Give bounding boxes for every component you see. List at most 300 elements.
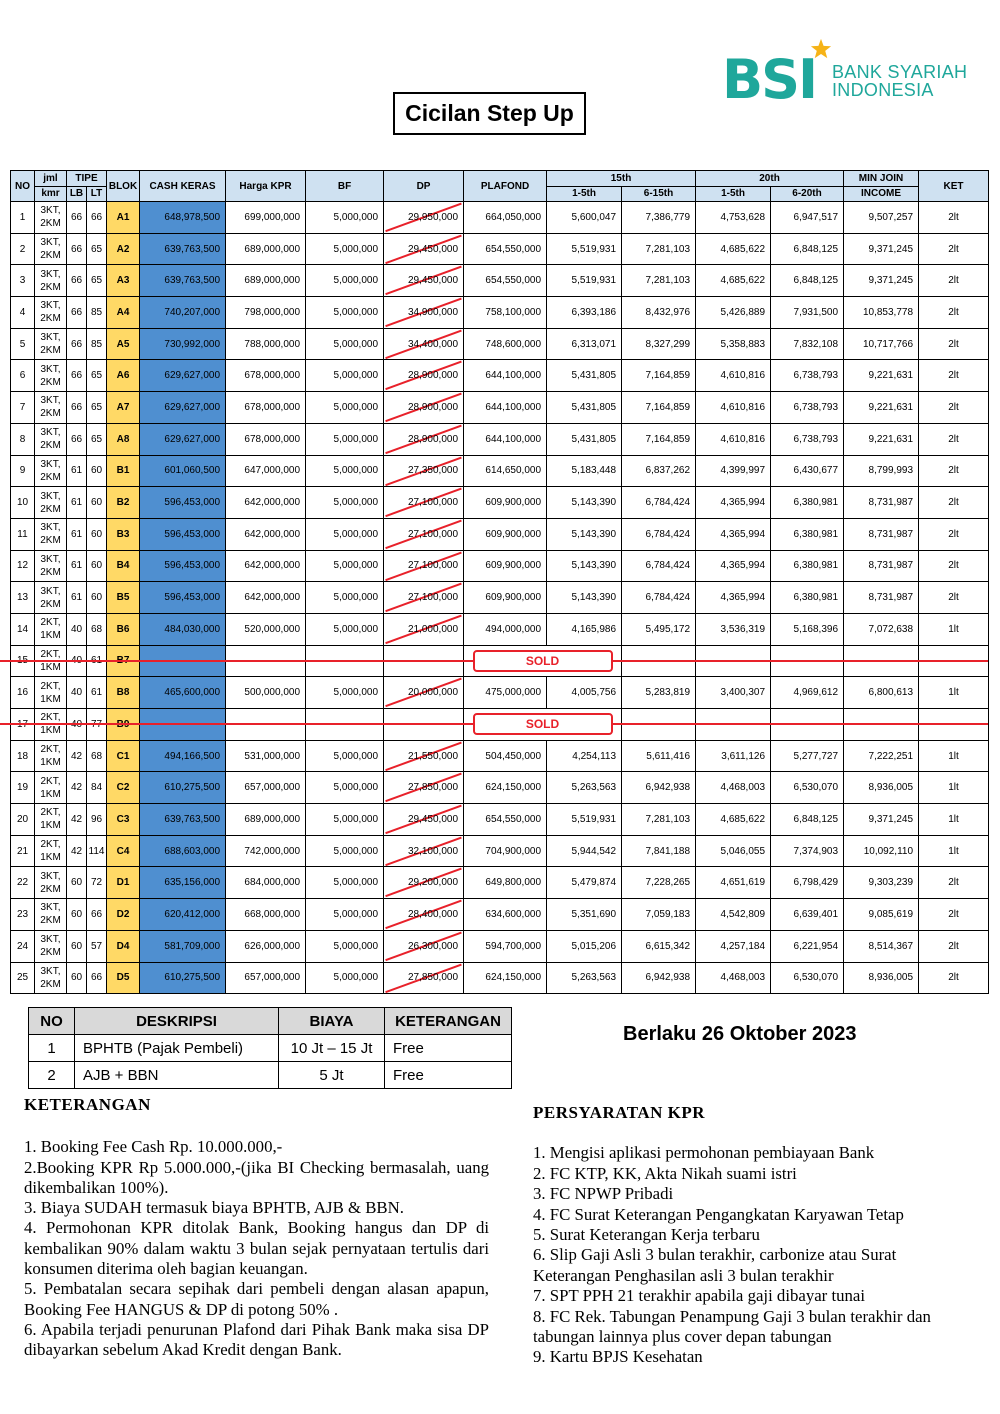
row-15-1-5: 6,313,071	[547, 328, 622, 360]
cost-no: 1	[29, 1035, 75, 1062]
row-no: 24	[11, 930, 35, 962]
table-row	[11, 930, 989, 962]
row-ket: 2lt	[919, 202, 989, 234]
row-kmr	[35, 930, 67, 962]
row-no: 1	[11, 202, 35, 234]
row-20-6-20: 6,380,981	[771, 518, 844, 550]
row-kmr-line: 2KM	[40, 566, 61, 578]
row-bf: 5,000,000	[306, 550, 384, 582]
row-20-1-5: 3,536,319	[696, 613, 771, 645]
row-lb: 61	[67, 550, 87, 582]
row-kmr-line: 2KM	[40, 503, 61, 515]
row-lt: 65	[87, 360, 107, 392]
row-income: 6,800,613	[844, 677, 919, 709]
row-20-6-20: 6,848,125	[771, 804, 844, 836]
row-kmr-line: 3KT,	[40, 363, 61, 375]
row-no: 8	[11, 423, 35, 455]
row-15-6-15: 6,784,424	[622, 518, 696, 550]
row-20-6-20: 6,380,981	[771, 550, 844, 582]
row-20-6-20: 5,277,727	[771, 740, 844, 772]
row-20-1-5: 4,399,997	[696, 455, 771, 487]
col-no: NO	[11, 171, 35, 202]
row-bf: 5,000,000	[306, 962, 384, 994]
row-dp-value: 34,400,000	[407, 338, 459, 350]
row-blok: A8	[107, 423, 140, 455]
cost-deskripsi: AJB + BBN	[75, 1062, 279, 1089]
row-plafond: 649,800,000	[464, 867, 547, 899]
row-kmr	[35, 962, 67, 994]
row-kmr-line: 3KT,	[40, 522, 61, 534]
row-bf: 5,000,000	[306, 867, 384, 899]
row-kmr-line: 2KM	[40, 535, 61, 547]
row-cash: 730,992,000	[140, 328, 226, 360]
row-20-6-20: 6,738,793	[771, 360, 844, 392]
row-dp-value: 28,900,000	[407, 433, 459, 445]
row-income: 10,853,778	[844, 297, 919, 329]
row-20-6-20: 7,931,500	[771, 297, 844, 329]
cost-col-deskripsi: DESKRIPSI	[75, 1008, 279, 1035]
valid-date: Berlaku 26 Oktober 2023	[623, 1023, 857, 1045]
row-dp-value: 28,900,000	[407, 401, 459, 413]
row-kmr-line: 3KT,	[40, 870, 61, 882]
row-lt: 66	[87, 899, 107, 931]
row-blok: C1	[107, 740, 140, 772]
row-kmr-line: 1KM	[40, 693, 61, 705]
row-lt: 85	[87, 328, 107, 360]
row-20-6-20: 6,221,954	[771, 930, 844, 962]
row-blok: B3	[107, 518, 140, 550]
row-income: 9,221,631	[844, 360, 919, 392]
row-kmr	[35, 677, 67, 709]
row-dp-value: 29,200,000	[407, 877, 459, 889]
row-plafond: 644,100,000	[464, 392, 547, 424]
keterangan-section	[24, 1095, 489, 1361]
row-15-1-5: 5,143,390	[547, 550, 622, 582]
row-kmr-line: 2KM	[40, 947, 61, 959]
persyaratan-item: 5. Surat Keterangan Kerja terbaru	[533, 1225, 760, 1245]
row-kmr-line: 3KT,	[40, 965, 61, 977]
row-lb: 66	[67, 392, 87, 424]
row-15-1-5: 5,944,542	[547, 835, 622, 867]
sold-badge: SOLD	[473, 650, 613, 672]
row-dp	[384, 265, 464, 297]
row-plafond: 644,100,000	[464, 423, 547, 455]
col-20th: 20th	[696, 171, 844, 187]
row-kmr-line: 3KT,	[40, 237, 61, 249]
row-15-1-5: 6,393,186	[547, 297, 622, 329]
row-15-6-15: 6,784,424	[622, 550, 696, 582]
row-dp	[384, 613, 464, 645]
col-tipe: TIPE	[67, 171, 107, 187]
row-dp	[384, 962, 464, 994]
col-20th-1-5: 1-5th	[696, 186, 771, 202]
cost-no: 2	[29, 1062, 75, 1089]
row-15-6-15: 7,059,183	[622, 899, 696, 931]
row-kmr-line: 3KT,	[40, 490, 61, 502]
bsi-logo	[722, 38, 982, 113]
row-kmr-line: 3KT,	[40, 902, 61, 914]
row-lb: 40	[67, 677, 87, 709]
cost-deskripsi: BPHTB (Pajak Pembeli)	[75, 1035, 279, 1062]
row-blok: D2	[107, 899, 140, 931]
table-row	[11, 613, 989, 645]
row-15-1-5: 5,263,563	[547, 962, 622, 994]
row-income: 8,514,367	[844, 930, 919, 962]
row-kmr-line: 3KT,	[40, 332, 61, 344]
table-row	[11, 867, 989, 899]
row-income: 8,731,987	[844, 550, 919, 582]
row-20-1-5: 4,651,619	[696, 867, 771, 899]
row-kmr-line: 2KM	[40, 376, 61, 388]
row-plafond: 664,050,000	[464, 202, 547, 234]
row-kpr: 689,000,000	[226, 233, 306, 265]
col-minjoin: MIN JOIN	[844, 171, 919, 187]
row-no: 6	[11, 360, 35, 392]
row-20-1-5: 4,542,809	[696, 899, 771, 931]
row-15-6-15: 7,841,188	[622, 835, 696, 867]
row-blok: C2	[107, 772, 140, 804]
row-dp-value: 27,850,000	[407, 782, 459, 794]
logo-mark: BSI	[722, 48, 817, 111]
col-kmr: kmr	[35, 186, 67, 202]
row-lt: 65	[87, 423, 107, 455]
row-plafond: 758,100,000	[464, 297, 547, 329]
row-dp-value: 29,950,000	[407, 211, 459, 223]
keterangan-item: 5. Pembatalan secara sepihak dari pembeli dengan alasan apapun, Booking Fee HANGUS & DP di potong 50% .	[24, 1279, 489, 1319]
col-15th-6-15: 6-15th	[622, 186, 696, 202]
row-income: 9,085,619	[844, 899, 919, 931]
keterangan-item: 4. Permohonan KPR ditolak Bank, Booking hangus dan DP di kembalikan 90% dalam waktu 3 bulan sejak pernyataan tertulis dari konsumen diterima oleh bagian keuangan.	[24, 1218, 489, 1279]
row-lb: 42	[67, 804, 87, 836]
row-no: 9	[11, 455, 35, 487]
row-kmr	[35, 392, 67, 424]
row-15-1-5: 5,015,206	[547, 930, 622, 962]
row-bf: 5,000,000	[306, 518, 384, 550]
row-kmr-line: 2KM	[40, 250, 61, 262]
row-ket: 2lt	[919, 360, 989, 392]
row-kmr-line: 2KM	[40, 471, 61, 483]
row-dp-value: 21,000,000	[407, 623, 459, 635]
row-dp	[384, 772, 464, 804]
row-plafond: 624,150,000	[464, 962, 547, 994]
row-kmr-line: 1KM	[40, 757, 61, 769]
row-bf: 5,000,000	[306, 740, 384, 772]
row-kmr	[35, 297, 67, 329]
row-20-1-5: 4,365,994	[696, 487, 771, 519]
row-15-1-5: 5,479,874	[547, 867, 622, 899]
col-bf: BF	[306, 171, 384, 202]
row-dp-value: 27,350,000	[407, 465, 459, 477]
row-lb: 61	[67, 455, 87, 487]
row-ket: 2lt	[919, 265, 989, 297]
row-lb: 61	[67, 518, 87, 550]
row-blok: A3	[107, 265, 140, 297]
row-ket: 2lt	[919, 962, 989, 994]
row-kmr-line: 2KM	[40, 598, 61, 610]
row-kpr: 520,000,000	[226, 613, 306, 645]
row-ket: 1lt	[919, 677, 989, 709]
row-20-6-20: 6,530,070	[771, 772, 844, 804]
row-kmr-line: 2KM	[40, 408, 61, 420]
row-cash: 635,156,000	[140, 867, 226, 899]
row-cash: 596,453,000	[140, 582, 226, 614]
row-kpr: 531,000,000	[226, 740, 306, 772]
row-20-1-5: 5,358,883	[696, 328, 771, 360]
row-kmr-line: 3KT,	[40, 300, 61, 312]
row-ket: 1lt	[919, 740, 989, 772]
row-bf: 5,000,000	[306, 423, 384, 455]
row-bf: 5,000,000	[306, 202, 384, 234]
row-20-1-5: 4,610,816	[696, 423, 771, 455]
row-kmr-line: 2KM	[40, 978, 61, 990]
row-lb: 40	[67, 613, 87, 645]
row-lt: 65	[87, 265, 107, 297]
row-20-1-5: 4,685,622	[696, 804, 771, 836]
row-15-6-15: 7,164,859	[622, 360, 696, 392]
row-plafond: 644,100,000	[464, 360, 547, 392]
row-20-6-20: 6,380,981	[771, 582, 844, 614]
row-kmr-line: 1KM	[40, 725, 61, 737]
table-row	[11, 455, 989, 487]
row-kmr	[35, 455, 67, 487]
row-ket: 2lt	[919, 930, 989, 962]
table-row	[11, 835, 989, 867]
table-row	[11, 962, 989, 994]
row-dp-value: 27,100,000	[407, 560, 459, 572]
row-lt: 66	[87, 202, 107, 234]
row-lt: 60	[87, 550, 107, 582]
row-sold-cell	[464, 709, 622, 741]
row-kmr-line: 1KM	[40, 852, 61, 864]
row-kmr	[35, 613, 67, 645]
row-blok: D1	[107, 867, 140, 899]
row-bf: 5,000,000	[306, 835, 384, 867]
row-bf: 5,000,000	[306, 487, 384, 519]
row-kmr-line: 3KT,	[40, 427, 61, 439]
row-lt: 114	[87, 835, 107, 867]
row-cash: 629,627,000	[140, 360, 226, 392]
row-20-6-20: 6,738,793	[771, 392, 844, 424]
row-bf: 5,000,000	[306, 328, 384, 360]
row-lb: 42	[67, 740, 87, 772]
row-dp	[384, 740, 464, 772]
row-blok: A1	[107, 202, 140, 234]
row-blok: A5	[107, 328, 140, 360]
row-kmr-line: 2KT,	[40, 807, 61, 819]
cost-row	[29, 1035, 512, 1062]
row-15-6-15: 6,942,938	[622, 772, 696, 804]
row-kmr	[35, 233, 67, 265]
row-kmr	[35, 582, 67, 614]
row-15-6-15: 7,164,859	[622, 392, 696, 424]
row-20-1-5: 4,685,622	[696, 265, 771, 297]
row-plafond: 475,000,000	[464, 677, 547, 709]
row-kmr	[35, 804, 67, 836]
table-row	[11, 423, 989, 455]
persyaratan-section	[533, 1103, 973, 1368]
row-lt: 65	[87, 392, 107, 424]
row-15-6-15: 7,164,859	[622, 423, 696, 455]
row-income: 9,371,245	[844, 233, 919, 265]
table-row	[11, 677, 989, 709]
row-15-1-5: 5,183,448	[547, 455, 622, 487]
row-income: 9,371,245	[844, 804, 919, 836]
row-dp-value: 28,900,000	[407, 370, 459, 382]
row-no: 2	[11, 233, 35, 265]
table-row	[11, 265, 989, 297]
row-kpr: 642,000,000	[226, 582, 306, 614]
row-dp	[384, 582, 464, 614]
row-kmr	[35, 899, 67, 931]
row-bf: 5,000,000	[306, 930, 384, 962]
row-plafond: 614,650,000	[464, 455, 547, 487]
row-kmr-line: 2KM	[40, 915, 61, 927]
row-no: 4	[11, 297, 35, 329]
row-plafond: 494,000,000	[464, 613, 547, 645]
row-15-6-15: 6,784,424	[622, 487, 696, 519]
row-kmr	[35, 550, 67, 582]
row-no: 22	[11, 867, 35, 899]
persyaratan-item: 8. FC Rek. Tabungan Penampung Gaji 3 bulan terakhir dan tabungan lainnya plus cover depan tabungan	[533, 1306, 931, 1347]
row-dp-value: 20,000,000	[407, 687, 459, 699]
row-15-1-5: 5,519,931	[547, 265, 622, 297]
row-no: 21	[11, 835, 35, 867]
row-kpr: 500,000,000	[226, 677, 306, 709]
page-title: Cicilan Step Up	[393, 92, 586, 135]
row-lb: 66	[67, 202, 87, 234]
keterangan-item: 3. Biaya SUDAH termasuk biaya BPHTB, AJB & BBN.	[24, 1198, 404, 1218]
row-20-6-20: 6,947,517	[771, 202, 844, 234]
table-row	[11, 360, 989, 392]
row-dp	[384, 804, 464, 836]
row-ket: 2lt	[919, 582, 989, 614]
row-20-1-5: 4,610,816	[696, 360, 771, 392]
row-20-1-5: 4,468,003	[696, 772, 771, 804]
row-20-6-20: 6,430,677	[771, 455, 844, 487]
row-kmr-line: 2KT,	[40, 775, 61, 787]
col-lt: LT	[87, 186, 107, 202]
row-no: 13	[11, 582, 35, 614]
row-15-6-15: 5,495,172	[622, 613, 696, 645]
row-blok: B4	[107, 550, 140, 582]
row-ket: 2lt	[919, 487, 989, 519]
row-kpr: 642,000,000	[226, 518, 306, 550]
row-plafond: 609,900,000	[464, 550, 547, 582]
row-20-1-5: 5,426,889	[696, 297, 771, 329]
row-cash: 596,453,000	[140, 518, 226, 550]
row-20-6-20: 5,168,396	[771, 613, 844, 645]
row-bf: 5,000,000	[306, 392, 384, 424]
persyaratan-item: 9. Kartu BPJS Kesehatan	[533, 1347, 703, 1367]
row-dp	[384, 930, 464, 962]
row-kpr: 657,000,000	[226, 772, 306, 804]
row-kpr: 678,000,000	[226, 360, 306, 392]
row-15-1-5: 5,143,390	[547, 487, 622, 519]
col-20th-6-20: 6-20th	[771, 186, 844, 202]
row-ket: 2lt	[919, 455, 989, 487]
row-dp-value: 27,100,000	[407, 528, 459, 540]
row-ket: 1lt	[919, 804, 989, 836]
logo-line-1: BANK SYARIAH	[832, 62, 968, 82]
table-row	[11, 392, 989, 424]
row-bf: 5,000,000	[306, 265, 384, 297]
row-no: 19	[11, 772, 35, 804]
cost-keterangan: Free	[385, 1035, 512, 1062]
row-kpr: 742,000,000	[226, 835, 306, 867]
cost-col-no: NO	[29, 1008, 75, 1035]
row-lb: 66	[67, 265, 87, 297]
row-lt: 60	[87, 487, 107, 519]
table-row	[11, 582, 989, 614]
row-blok: A2	[107, 233, 140, 265]
row-kmr	[35, 518, 67, 550]
row-kmr-line: 3KT,	[40, 395, 61, 407]
row-15-1-5: 5,431,805	[547, 392, 622, 424]
row-kmr	[35, 265, 67, 297]
col-jml: jml	[35, 171, 67, 187]
row-15-6-15: 6,942,938	[622, 962, 696, 994]
row-kmr-line: 2KT,	[40, 648, 61, 660]
row-cash: 629,627,000	[140, 392, 226, 424]
row-dp-value: 27,100,000	[407, 592, 459, 604]
row-cash: 639,763,500	[140, 804, 226, 836]
row-dp	[384, 233, 464, 265]
row-dp	[384, 360, 464, 392]
row-lb: 60	[67, 899, 87, 931]
row-kpr: 689,000,000	[226, 265, 306, 297]
row-dp-value: 29,450,000	[407, 813, 459, 825]
row-kmr-line: 1KM	[40, 630, 61, 642]
row-20-6-20: 6,380,981	[771, 487, 844, 519]
row-dp-value: 32,100,000	[407, 845, 459, 857]
row-cash: 639,763,500	[140, 233, 226, 265]
row-15-1-5: 5,600,047	[547, 202, 622, 234]
row-ket: 1lt	[919, 835, 989, 867]
row-20-6-20: 6,848,125	[771, 265, 844, 297]
row-kmr-line: 3KT,	[40, 205, 61, 217]
table-row	[11, 487, 989, 519]
row-kmr-line: 3KT,	[40, 553, 61, 565]
row-plafond: 504,450,000	[464, 740, 547, 772]
row-15-6-15: 7,281,103	[622, 233, 696, 265]
row-no: 18	[11, 740, 35, 772]
row-lb: 66	[67, 423, 87, 455]
row-lt: 60	[87, 582, 107, 614]
keterangan-item: 6. Apabila terjadi penurunan Plafond dari Pihak Bank maka sisa DP dibayarkan sebelum Akad Kredit dengan Bank.	[24, 1319, 489, 1360]
row-kmr-line: 2KM	[40, 883, 61, 895]
row-kmr-line: 2KT,	[40, 617, 61, 629]
row-20-6-20: 7,374,903	[771, 835, 844, 867]
row-no: 3	[11, 265, 35, 297]
row-ket: 1lt	[919, 613, 989, 645]
row-dp	[384, 423, 464, 455]
row-15-1-5: 5,431,805	[547, 423, 622, 455]
row-kpr: 647,000,000	[226, 455, 306, 487]
row-plafond: 654,550,000	[464, 233, 547, 265]
row-20-6-20: 6,639,401	[771, 899, 844, 931]
row-plafond: 748,600,000	[464, 328, 547, 360]
row-blok: B5	[107, 582, 140, 614]
row-lb: 61	[67, 487, 87, 519]
row-income: 8,936,005	[844, 962, 919, 994]
row-kpr: 642,000,000	[226, 550, 306, 582]
row-no: 10	[11, 487, 35, 519]
row-cash: 740,207,000	[140, 297, 226, 329]
row-lb: 60	[67, 930, 87, 962]
row-kpr: 699,000,000	[226, 202, 306, 234]
row-15-1-5: 5,519,931	[547, 804, 622, 836]
row-ket: 2lt	[919, 392, 989, 424]
